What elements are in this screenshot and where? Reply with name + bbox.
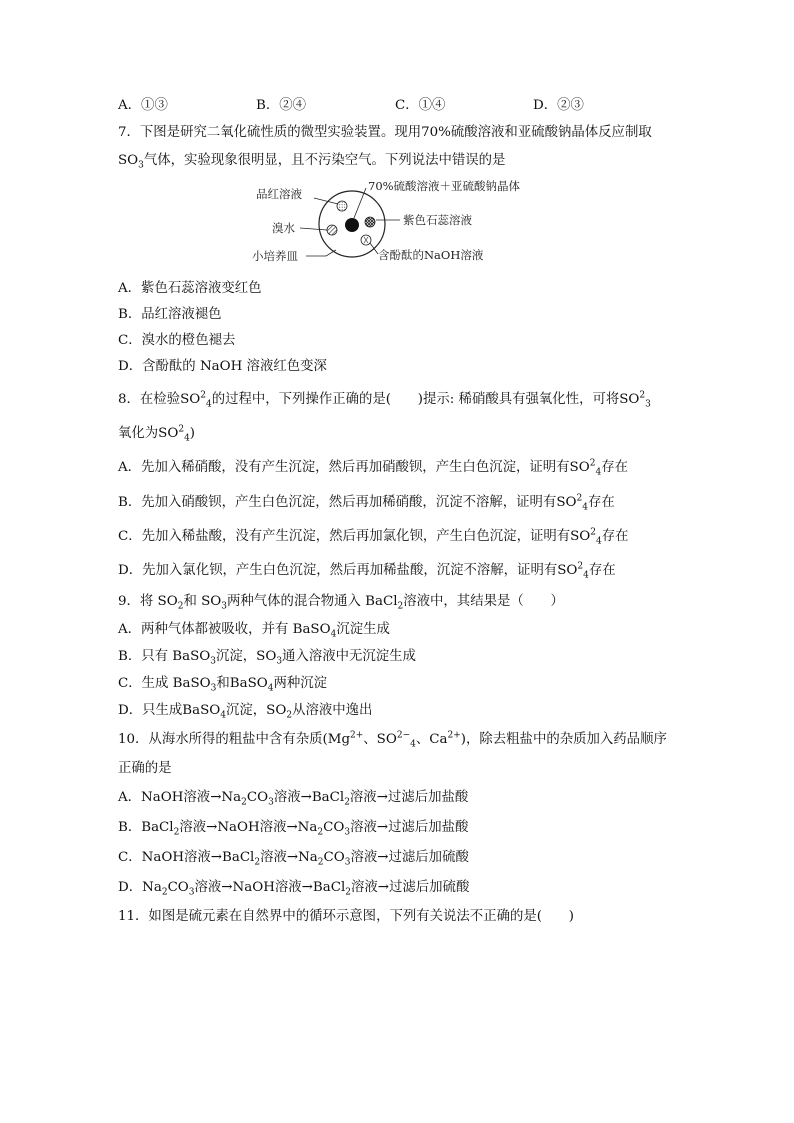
- q6-option-a[interactable]: A．①③: [118, 98, 168, 113]
- label-dish: 小培养皿: [252, 249, 298, 263]
- label-litmus: 紫色石蕊溶液: [403, 213, 472, 227]
- label-pinhong: 品红溶液: [256, 187, 302, 201]
- q8-option-c[interactable]: C．先加入稀盐酸，没有产生沉淀，然后再加氯化钡，产生白色沉淀，证明有$SO^2_4$存在: [118, 527, 629, 547]
- q10-option-c[interactable]: C．NaOH溶液→BaCl$_2$溶液$\to Na_2CO_3$溶液→过滤后加硫酸: [118, 850, 469, 868]
- q9-option-b[interactable]: B．只有 BaSO$_3$沉淀，$SO_3$通入溶液中无沉淀生成: [118, 649, 416, 667]
- q7-stem-line2: $SO_3$气体，实验现象很明显，且不污染空气。下列说法中错误的是: [118, 153, 506, 171]
- q7-option-d[interactable]: D．含酚酞的 NaOH 溶液红色变深: [118, 359, 327, 374]
- label-xiushui: 溴水: [272, 221, 295, 235]
- q10-stem-line2: 正确的是: [118, 761, 172, 776]
- q10-option-a[interactable]: A．NaOH溶液$\to Na_2CO_3$溶液→BaCl$_2$溶液→过滤后加盐酸: [118, 790, 469, 808]
- q7-option-b[interactable]: B．品红溶液褪色: [118, 307, 222, 322]
- q8-stem-line2: 氧化为$SO^2_4$): [118, 424, 196, 444]
- q9-option-d[interactable]: D．只生成BaSO$_4$沉淀，$SO_2$从溶液中逸出: [118, 703, 373, 721]
- q10-option-d[interactable]: D．$Na_2CO_3$溶液→NaOH溶液→BaCl$_2$溶液→过滤后加硫酸: [118, 880, 470, 898]
- q10-stem-line1: 10．从海水所得的粗盐中含有杂质($Mg^{2+}$、$SO^{2-}_4$、$Ca^{2+}$)，除去粗盐中的杂质加入药品顺序: [118, 730, 667, 750]
- q11-stem: 11．如图是硫元素在自然界中的循环示意图，下列有关说法不正确的是( ): [118, 909, 574, 924]
- q6-option-c[interactable]: C．①④: [395, 98, 446, 113]
- q10-option-b[interactable]: B．BaCl$_2$溶液→NaOH溶液$\to Na_2CO_3$溶液→过滤后加盐酸: [118, 820, 469, 838]
- q6-option-b[interactable]: B．②④: [256, 98, 307, 113]
- q7-apparatus-figure: [246, 176, 556, 268]
- q7-option-a[interactable]: A．紫色石蕊溶液变红色: [118, 281, 262, 296]
- q9-option-a[interactable]: A．两种气体都被吸收，并有 BaSO$_4$沉淀生成: [118, 622, 390, 640]
- label-acid: 70%硫酸溶液＋亚硫酸钠晶体: [368, 179, 521, 193]
- q6-option-d[interactable]: D．②③: [533, 98, 584, 113]
- q8-option-a[interactable]: A．先加入稀硝酸，没有产生沉淀，然后再加硝酸钡，产生白色沉淀，证明有$SO^2_4$存在: [118, 458, 628, 478]
- label-naoh: 含酚酞的NaOH溶液: [378, 248, 484, 262]
- q9-option-c[interactable]: C．生成 BaSO$_3$和BaSO$_4$两种沉淀: [118, 676, 328, 694]
- q8-option-b[interactable]: B．先加入硝酸钡，产生白色沉淀，然后再加稀硝酸，沉淀不溶解，证明有$SO^2_4$存在: [118, 493, 615, 513]
- q9-stem: 9．将 $SO_2$和 $SO_3$两种气体的混合物通入 BaCl$_2$溶液中，其结果是（ ）: [118, 594, 564, 612]
- center-well-icon: [345, 218, 359, 232]
- q8-stem-line1: 8．在检验$SO^2_4$的过程中，下列操作正确的是( )提示: 稀硝酸具有强氧化性，可将$SO^2_3$: [118, 390, 651, 410]
- q7-option-c[interactable]: C．溴水的橙色褪去: [118, 333, 236, 348]
- q7-stem-line1: 7．下图是研究二氧化硫性质的微型实验装置。现用70%硫酸溶液和亚硫酸钠晶体反应制取: [118, 125, 652, 140]
- q8-option-d[interactable]: D．先加入氯化钡，产生白色沉淀，然后再加稀盐酸，沉淀不溶解，证明有$SO^2_4$存在: [118, 561, 616, 581]
- q6-options: [118, 94, 678, 114]
